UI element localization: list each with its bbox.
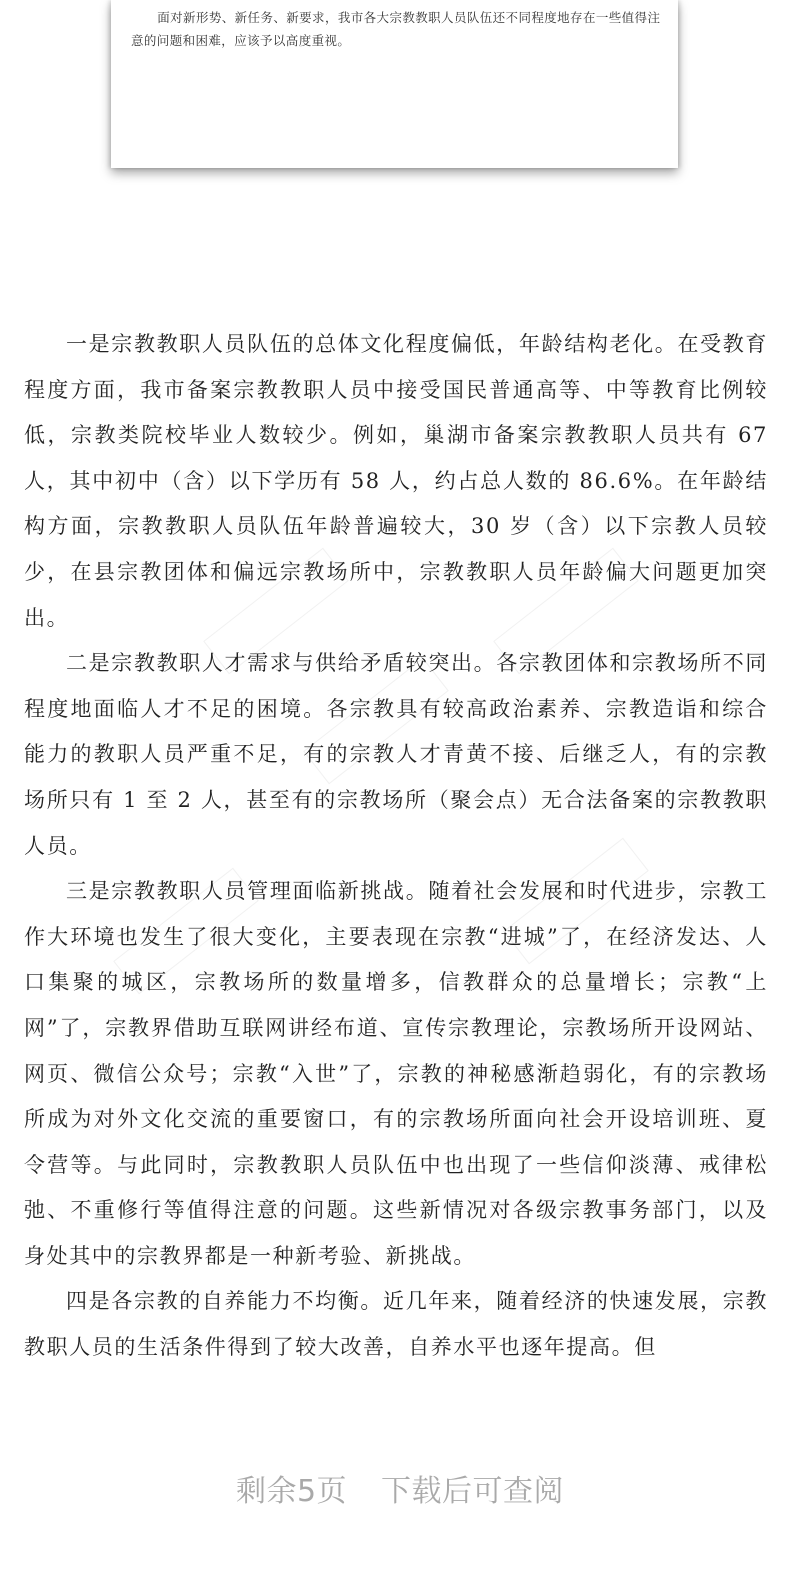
paragraph: 三是宗教教职人员管理面临新挑战。随着社会发展和时代进步，宗教工作大环境也发生了很大变化，主要表现在宗教“进城”了，在经济发达、人口集聚的城区，宗教场所的数量增多，信教群众的总量增长；宗教“上网”了，宗教界借助互联网讲经布道、宣传宗教理论，宗教场所开设网站、网页、微信公众号；宗教“入世”了，宗教的神秘感渐趋弱化，有的宗教场所成为对外文化交流的重要窗口，有的宗教场所面向社会开设培训班、夏令营等。与此同时，宗教教职人员队伍中也出现了一些信仰淡薄、戒律松弛、不重修行等值得注意的问题。这些新情况对各级宗教事务部门，以及身处其中的宗教界都是一种新考验、新挑战。 — [24, 879, 768, 1268]
paragraph: 一是宗教教职人员队伍的总体文化程度偏低，年龄结构老化。在受教育程度方面，我市备案宗教教职人员中接受国民普通高等、中等教育比例较低，宗教类院校毕业人数较少。例如，巢湖市备案宗教教职人员共有 67 人，其中初中（含）以下学历有 58 人，约占总人数的 86.6%。在年龄结构方面，宗教教职人员队伍年龄普遍较大，30 岁（含）以下宗教人员较少，在县宗教团体和偏远宗教场所中，宗教教职人员年龄偏大问题更加突出。 — [24, 332, 768, 630]
document-body — [24, 322, 768, 1371]
download-prompt[interactable] — [0, 1466, 800, 1510]
remaining-pages-label: 剩余5页 — [235, 1474, 348, 1509]
paragraph: 四是各宗教的自养能力不均衡。近几年来，随着经济的快速发展，宗教教职人员的生活条件得到了较大改善，自养水平也逐年提高。但 — [24, 1289, 768, 1360]
paragraph: 二是宗教教职人才需求与供给矛盾较突出。各宗教团体和宗教场所不同程度地面临人才不足的困境。各宗教具有较高政治素养、宗教造诣和综合能力的教职人员严重不足，有的宗教人才青黄不接、后继乏人，有的宗教场所只有 1 至 2 人，甚至有的宗教场所（聚会点）无合法备案的宗教教职人员。 — [24, 651, 768, 858]
preview-card-text: 面对新形势、新任务、新要求，我市各大宗教教职人员队伍还不同程度地存在一些值得注意的问题和困难，应该予以高度重视。 — [131, 10, 661, 48]
download-to-view-link[interactable]: 下载后可查阅 — [381, 1474, 565, 1509]
document-preview-card — [111, 0, 678, 168]
